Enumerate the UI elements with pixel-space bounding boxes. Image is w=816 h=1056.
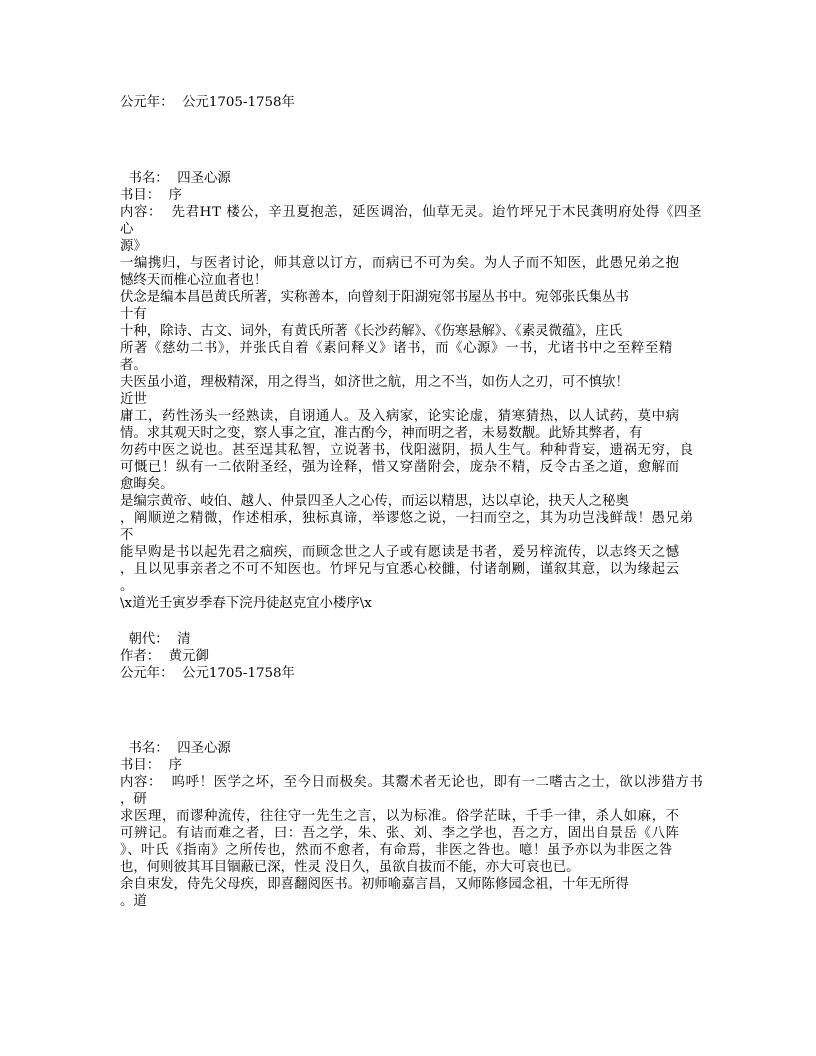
- text-line: 书目： 序: [120, 758, 183, 773]
- text-line: 。: [120, 579, 134, 594]
- text-line: ，且以见事亲者之不可不知医也。竹坪兄与宜悉心校雠，付诸剞劂，谨叙其意，以为缘起云: [120, 562, 680, 577]
- text-line: 是编宗黄帝、岐伯、越人、仲景四圣人之心传，而运以精思，达以卓论，抉天人之秘奥: [120, 494, 629, 509]
- text-line: 能早购是书以起先君之痼疾，而顾念世之人子或有愿读是书者，爰另梓流传，以志终天之憾: [120, 545, 680, 560]
- text-line: 庸工，药性汤头一经熟读，自诩通人。及入病家，论实论虚，猜寒猜热，以人试药，莫中病: [120, 409, 680, 424]
- text-line: \x道光壬寅岁季春下浣丹徒赵克宜小楼序\x: [120, 596, 372, 611]
- text-line: 余自束发，侍先父母疾，即喜翻阅医书。初师喻嘉言昌，又师陈修园念祖，十年无所得: [120, 877, 629, 892]
- text-line: ，研: [120, 792, 147, 807]
- text-line: 源》: [120, 239, 147, 254]
- text-line: 夫医虽小道，理极精深，用之得当，如济世之航，用之不当，如伤人之刃，可不慎欤！: [120, 375, 629, 390]
- text-line: 憾终天而椎心泣血者也！: [120, 273, 268, 288]
- text-line: 可慨已！纵有一二依附圣经，强为诠释，惜又穿凿附会，庞杂不精，反令古圣之道，愈解而: [120, 460, 680, 475]
- text-line: 作者： 黄元御: [120, 649, 209, 664]
- text-line: 十有: [120, 307, 147, 322]
- text-line: 公元年： 公元1705-1758年: [120, 666, 295, 681]
- text-line: 也，何则彼其耳目锢蔽已深，性灵 没日久，虽欲自拔而不能，亦大可哀也已。: [120, 860, 580, 875]
- text-line: 朝代： 清: [120, 632, 191, 647]
- text-line: 。道: [120, 894, 147, 909]
- text-line: 书名： 四圣心源: [120, 741, 231, 756]
- text-line: 书名： 四圣心源: [120, 171, 231, 186]
- text-line: 勿药中医之说也。甚至逞其私智，立说著书，伐阳滋阴，损人生气。种种背妄，遗祸无穷，良: [120, 443, 694, 458]
- text-line: 求医理，而谬种流传，往往守一先生之言，以为标准。俗学茫昧，千手一律，杀人如麻，不: [120, 809, 680, 824]
- text-line: 近世: [120, 392, 147, 407]
- text-line: 不: [120, 528, 134, 543]
- text-line: 内容： 呜呼！医学之坏，至今日而极矣。其鬻术者无论也，即有一二嗜古之士，欲以涉猎方书: [120, 775, 704, 790]
- text-line: 一编携归，与医者讨论，师其意以订方，而病已不可为矣。为人子而不知医，此愚兄弟之抱: [120, 256, 680, 271]
- text-line: 公元年： 公元1705-1758年: [120, 95, 295, 110]
- text-line: 者。: [120, 358, 147, 373]
- text-line: 十种，除诗、古文、词外，有黄氏所著《长沙药解》、《伤寒悬解》、《素灵微蕴》，庄氏: [120, 324, 623, 339]
- text-line: ，阐顺逆之精微，作述相承，独标真谛，举谬悠之说，一扫而空之，其为功岂浅鲜哉！愚兄弟: [120, 511, 694, 526]
- text-line: 心: [120, 222, 134, 237]
- text-line: 可辨记。有诘而难之者，曰：吾之学，朱、张、刘、李之学也，吾之方，固出自景岳《八阵: [120, 826, 680, 841]
- text-line: 伏念是编本昌邑黄氏所著，实称善本，向曾刻于阳湖宛邻书屋丛书中。宛邻张氏集丛书: [120, 290, 629, 305]
- text-line: 情。求其观天时之变，察人事之宜，准古酌今，神而明之者，未易数觏。此矫其弊者，有: [120, 426, 643, 441]
- text-line: 书目： 序: [120, 188, 183, 203]
- text-line: 》、叶氏《指南》之所传也，然而不愈者，有命焉，非医之咎也。噫！虽予亦以为非医之咎: [120, 843, 673, 858]
- text-line: 所著《慈幼二书》，并张氏自着《素问释义》诸书，而《心源》一书，尤诸书中之至粹至精: [120, 341, 673, 356]
- text-line: 内容： 先君HT 楼公，辛丑夏抱恙，延医调治，仙草无灵。迨竹坪兄于木民龚明府处得《四圣: [120, 205, 703, 220]
- text-line: 愈晦矣。: [120, 477, 174, 492]
